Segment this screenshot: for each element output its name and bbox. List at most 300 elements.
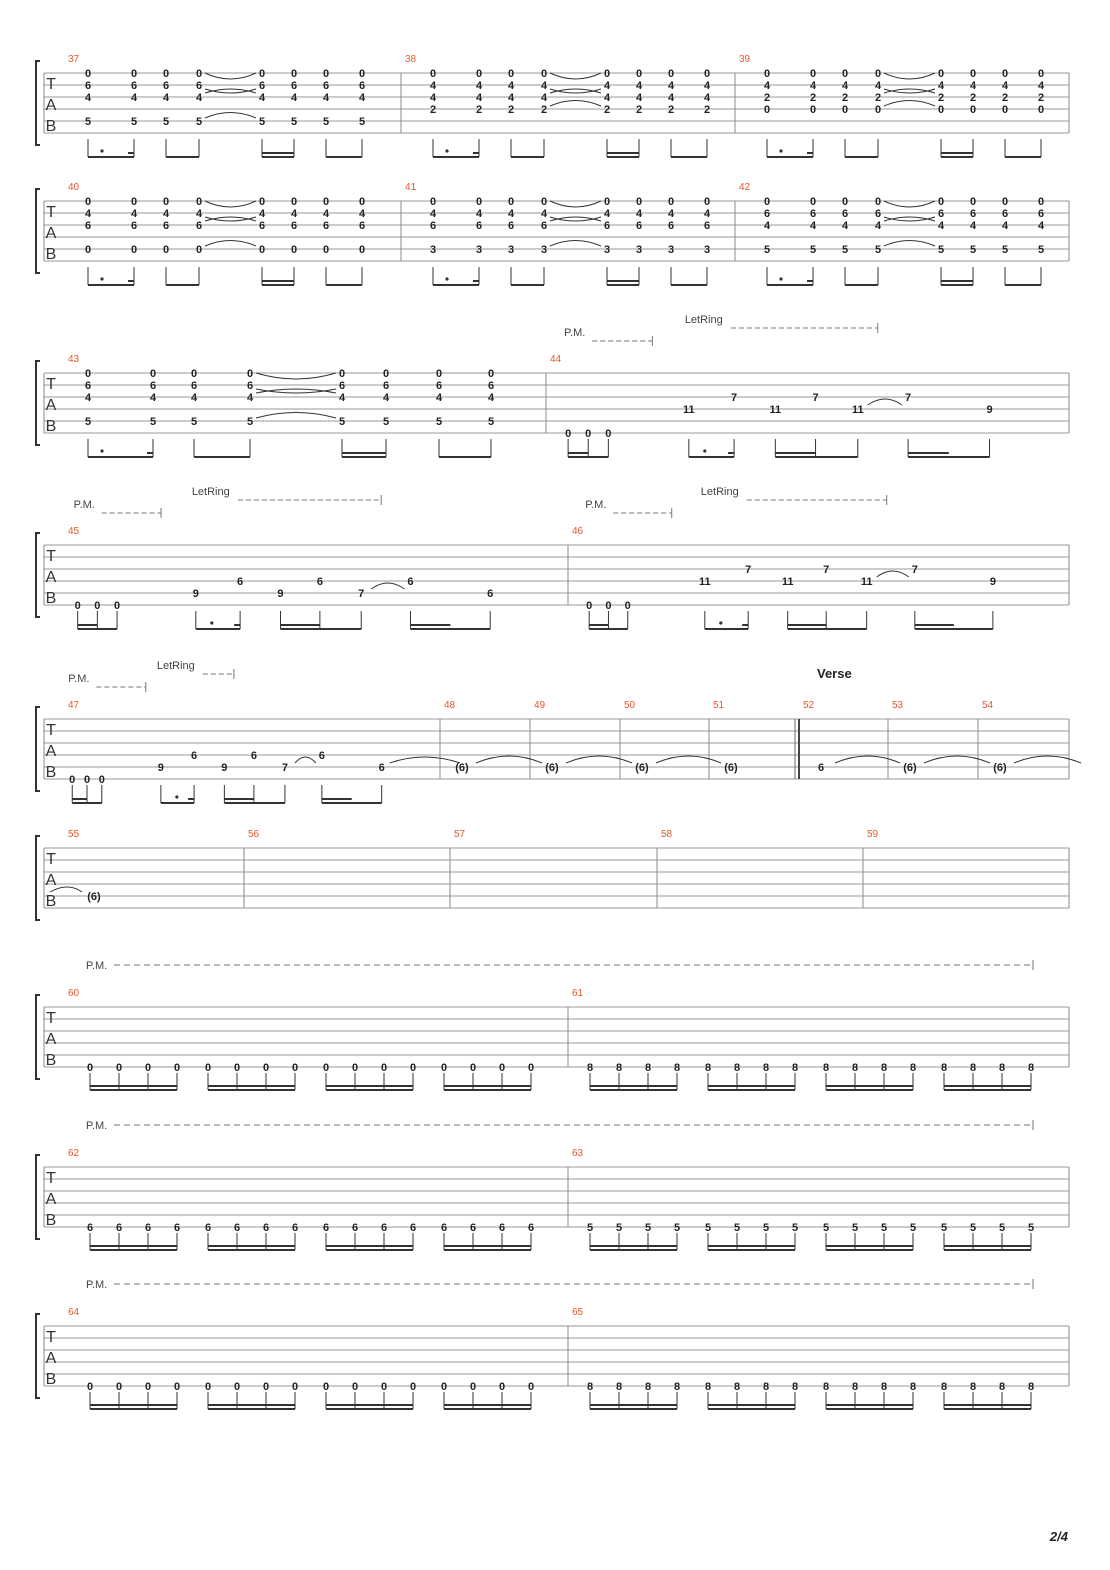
fret-number: 5 — [1027, 1222, 1035, 1234]
fret-number: 0 — [195, 196, 203, 208]
dot — [100, 449, 103, 452]
fret-number: 4 — [358, 92, 366, 104]
fret-number: 5 — [190, 416, 198, 428]
fret-number: 5 — [762, 1222, 770, 1234]
fret-number: 0 — [162, 68, 170, 80]
measure-number: 47 — [68, 700, 80, 711]
fret-number: 4 — [667, 208, 675, 220]
tab-clef-letter: T — [46, 851, 56, 868]
fret-number: 5 — [822, 1222, 830, 1234]
fret-number: 2 — [429, 104, 437, 116]
fret-number: 5 — [358, 116, 366, 128]
fret-number: 8 — [791, 1381, 799, 1393]
measure-number: 37 — [68, 54, 80, 65]
tab-clef-letter: B — [45, 1212, 57, 1229]
fret-number: 4 — [258, 92, 266, 104]
measure-number: 53 — [892, 700, 904, 711]
fret-number: 8 — [615, 1381, 623, 1393]
fret-number: 6 — [144, 1222, 152, 1234]
dot — [719, 621, 722, 624]
fret-number: 7 — [905, 392, 912, 404]
fret-number: 0 — [322, 1062, 330, 1074]
fret-number: 5 — [791, 1222, 799, 1234]
fret-number: 4 — [382, 392, 390, 404]
fret-number: 6 — [290, 80, 298, 92]
fret-number: 4 — [841, 220, 849, 232]
fret-number: 0 — [351, 1381, 359, 1393]
fret-number: 0 — [440, 1381, 448, 1393]
measure-number: 49 — [534, 700, 546, 711]
fret-number: (6) — [724, 762, 738, 774]
fret-number: 7 — [745, 564, 752, 576]
fret-number: 0 — [115, 1062, 123, 1074]
fret-number: 4 — [358, 208, 366, 220]
fret-number: 6 — [841, 208, 849, 220]
fret-number: 6 — [635, 220, 643, 232]
tie — [205, 241, 256, 247]
fret-number: 6 — [527, 1222, 535, 1234]
fret-number: 4 — [763, 80, 771, 92]
tab-clef-letter: A — [45, 1191, 57, 1208]
fret-number: 6 — [130, 220, 138, 232]
fret-number: 0 — [204, 1381, 212, 1393]
tab-clef-letter: B — [45, 590, 57, 607]
fret-number: (6) — [993, 762, 1007, 774]
tie — [476, 756, 542, 763]
fret-number: 9 — [221, 762, 228, 774]
fret-number: 4 — [246, 392, 254, 404]
fret-number: 0 — [874, 196, 882, 208]
measure-number: 41 — [405, 182, 417, 193]
fret-number: 5 — [969, 1222, 977, 1234]
fret-number: 0 — [84, 68, 92, 80]
fret-number: 4 — [190, 392, 198, 404]
fret-number: 4 — [149, 392, 157, 404]
fret-number: 2 — [667, 104, 675, 116]
fret-number: 3 — [475, 244, 483, 256]
fret-number: 6 — [487, 380, 495, 392]
fret-number: (6) — [903, 762, 917, 774]
fret-number: 4 — [874, 220, 882, 232]
fret-number: 4 — [603, 208, 611, 220]
fret-number: 0 — [290, 68, 298, 80]
let-ring-label: LetRing — [156, 660, 195, 672]
fret-number: 0 — [603, 196, 611, 208]
fret-number: 6 — [86, 1222, 94, 1234]
fret-number: 6 — [358, 220, 366, 232]
tie — [550, 201, 601, 207]
measure-number: 38 — [405, 54, 417, 65]
fret-number: 0 — [262, 1381, 270, 1393]
fret-number: 4 — [809, 80, 817, 92]
fret-number: 2 — [603, 104, 611, 116]
dot — [703, 449, 706, 452]
fret-number: 6 — [603, 220, 611, 232]
fret-number: 0 — [1037, 196, 1045, 208]
measure-number: 63 — [572, 1148, 584, 1159]
fret-number: 4 — [475, 92, 483, 104]
fret-number: 6 — [195, 80, 203, 92]
fret-number: 4 — [507, 80, 515, 92]
fret-number: 0 — [809, 68, 817, 80]
fret-number: 8 — [673, 1062, 681, 1074]
fret-number: 0 — [605, 428, 612, 440]
tab-clef-letter: A — [45, 397, 57, 414]
measure-number: 48 — [444, 700, 456, 711]
fret-number: 6 — [149, 380, 157, 392]
fret-number: 4 — [507, 92, 515, 104]
tab-clef-letter: T — [46, 204, 56, 221]
fret-number: 0 — [113, 600, 121, 612]
fret-number: 0 — [937, 68, 945, 80]
fret-number: 5 — [615, 1222, 623, 1234]
fret-number: 6 — [84, 380, 92, 392]
let-ring-label: LetRing — [700, 486, 739, 498]
palm-mute-label: P.M. — [564, 327, 586, 339]
fret-number: 0 — [258, 68, 266, 80]
tab-clef-letter: T — [46, 1010, 56, 1027]
system-bracket — [36, 836, 40, 920]
fret-number: 8 — [969, 1381, 977, 1393]
fret-number: 9 — [277, 588, 284, 600]
tab-clef-letter: A — [45, 872, 57, 889]
fret-number: 5 — [644, 1222, 652, 1234]
fret-number: 8 — [880, 1062, 888, 1074]
fret-number: 8 — [762, 1381, 770, 1393]
fret-number: 5 — [246, 416, 254, 428]
fret-number: 5 — [162, 116, 170, 128]
palm-mute-label: P.M. — [86, 960, 108, 972]
fret-number: 5 — [673, 1222, 681, 1234]
fret-number: 0 — [1037, 104, 1045, 116]
fret-number: 5 — [84, 116, 92, 128]
fret-number: 0 — [246, 368, 254, 380]
system-bracket — [36, 707, 40, 791]
measure-number: 45 — [68, 526, 80, 537]
fret-number: 0 — [498, 1062, 506, 1074]
tab-clef-letter: T — [46, 376, 56, 393]
tab-clef-letter: A — [45, 1350, 57, 1367]
fret-number: (6) — [545, 762, 559, 774]
fret-number: 5 — [322, 116, 330, 128]
fret-number: 6 — [351, 1222, 359, 1234]
fret-number: 0 — [195, 68, 203, 80]
fret-number: 2 — [763, 92, 771, 104]
fret-number: 0 — [667, 68, 675, 80]
fret-number: 0 — [487, 368, 495, 380]
fret-number: 0 — [258, 244, 266, 256]
fret-number: 6 — [874, 208, 882, 220]
fret-number: 8 — [851, 1381, 859, 1393]
tab-clef-letter: T — [46, 548, 56, 565]
fret-number: 4 — [635, 92, 643, 104]
palm-mute-label: P.M. — [68, 673, 90, 685]
fret-number: 0 — [69, 774, 76, 786]
fret-number: 3 — [429, 244, 437, 256]
measure-number: 55 — [68, 829, 80, 840]
fret-number: 8 — [791, 1062, 799, 1074]
fret-number: 6 — [1037, 208, 1045, 220]
measure-number: 51 — [713, 700, 725, 711]
fret-number: 2 — [507, 104, 515, 116]
fret-number: 5 — [338, 416, 346, 428]
fret-number: 0 — [841, 104, 849, 116]
tie — [884, 201, 935, 207]
tab-clef-letter: T — [46, 1329, 56, 1346]
fret-number: 11 — [769, 404, 782, 416]
fret-number: 0 — [173, 1381, 181, 1393]
tie — [877, 571, 909, 577]
fret-number: 0 — [565, 428, 572, 440]
fret-number: 0 — [290, 196, 298, 208]
fret-number: 8 — [704, 1062, 712, 1074]
fret-number: 4 — [969, 220, 977, 232]
fret-number: 4 — [969, 80, 977, 92]
fret-number: 4 — [937, 220, 945, 232]
fret-number: 0 — [440, 1062, 448, 1074]
tie — [256, 373, 336, 379]
fret-number: 0 — [86, 1062, 94, 1074]
fret-number: 6 — [290, 220, 298, 232]
fret-number: 0 — [130, 68, 138, 80]
fret-number: 8 — [673, 1381, 681, 1393]
fret-number: 0 — [94, 600, 101, 612]
fret-number: 4 — [540, 208, 548, 220]
fret-number: 8 — [998, 1381, 1006, 1393]
fret-number: 8 — [586, 1381, 594, 1393]
dot — [100, 149, 103, 152]
tie — [550, 217, 601, 221]
fret-number: 0 — [380, 1062, 388, 1074]
fret-number: 7 — [823, 564, 830, 576]
fret-number: 0 — [605, 600, 612, 612]
fret-number: 8 — [822, 1062, 830, 1074]
fret-number: 2 — [703, 104, 711, 116]
fret-number: 6 — [498, 1222, 506, 1234]
fret-number: 11 — [851, 404, 864, 416]
fret-number: 4 — [1037, 220, 1045, 232]
fret-number: 0 — [703, 196, 711, 208]
system-bracket — [36, 995, 40, 1079]
fret-number: 5 — [258, 116, 266, 128]
system-bracket — [36, 533, 40, 617]
fret-number: 2 — [841, 92, 849, 104]
fret-number: 0 — [358, 244, 366, 256]
tab-clef-letter: A — [45, 1031, 57, 1048]
measure-number: 39 — [739, 54, 751, 65]
fret-number: 5 — [969, 244, 977, 256]
tie — [884, 89, 935, 93]
fret-number: 0 — [130, 196, 138, 208]
fret-number: 8 — [940, 1062, 948, 1074]
fret-number: 11 — [698, 576, 711, 588]
fret-number: 6 — [809, 208, 817, 220]
fret-number: 6 — [378, 762, 385, 774]
fret-number: 6 — [540, 220, 548, 232]
measure-number: 56 — [248, 829, 260, 840]
tab-clef-letter: A — [45, 743, 57, 760]
fret-number: 0 — [498, 1381, 506, 1393]
fret-number: 0 — [809, 104, 817, 116]
fret-number: 9 — [989, 576, 996, 588]
fret-number: 6 — [173, 1222, 181, 1234]
fret-number: 0 — [291, 1062, 299, 1074]
dot — [210, 621, 213, 624]
system-bracket — [36, 189, 40, 273]
fret-number: 0 — [74, 600, 81, 612]
fret-number: 4 — [1037, 80, 1045, 92]
tab-clef-letter: A — [45, 225, 57, 242]
fret-number: 0 — [1001, 104, 1009, 116]
fret-number: 2 — [809, 92, 817, 104]
fret-number: 8 — [733, 1062, 741, 1074]
fret-number: 9 — [192, 588, 199, 600]
tie — [884, 217, 935, 221]
fret-number: 2 — [475, 104, 483, 116]
fret-number: 0 — [83, 774, 91, 786]
fret-number: 8 — [969, 1062, 977, 1074]
fret-number: 6 — [250, 750, 257, 762]
fret-number: 0 — [809, 196, 817, 208]
fret-number: 5 — [841, 244, 849, 256]
measure-number: 61 — [572, 988, 584, 999]
fret-number: 0 — [190, 368, 198, 380]
tie — [256, 389, 336, 393]
fret-number: 6 — [969, 208, 977, 220]
fret-number: 4 — [667, 80, 675, 92]
fret-number: 0 — [233, 1062, 241, 1074]
fret-number: 6 — [115, 1222, 123, 1234]
fret-number: 0 — [527, 1062, 535, 1074]
tie — [256, 413, 336, 419]
fret-number: 2 — [1037, 92, 1045, 104]
fret-number: 6 — [469, 1222, 477, 1234]
fret-number: 4 — [703, 92, 711, 104]
fret-number: 0 — [527, 1381, 535, 1393]
fret-number: 8 — [940, 1381, 948, 1393]
tie — [550, 241, 601, 247]
fret-number: 5 — [1001, 244, 1009, 256]
measure-number: 64 — [68, 1307, 80, 1318]
fret-number: 6 — [191, 750, 198, 762]
fret-number: 0 — [322, 1381, 330, 1393]
fret-number: 6 — [380, 1222, 388, 1234]
fret-number: 5 — [290, 116, 298, 128]
fret-number: 0 — [507, 68, 515, 80]
fret-number: 5 — [487, 416, 495, 428]
fret-number: 5 — [149, 416, 157, 428]
fret-number: 8 — [851, 1062, 859, 1074]
system-bracket — [36, 61, 40, 145]
fret-number: 0 — [358, 68, 366, 80]
fret-number: 6 — [130, 80, 138, 92]
fret-number: 6 — [322, 1222, 330, 1234]
fret-number: 6 — [703, 220, 711, 232]
fret-number: 2 — [969, 92, 977, 104]
fret-number: 8 — [762, 1062, 770, 1074]
measure-number: 60 — [68, 988, 80, 999]
measure-number: 59 — [867, 829, 879, 840]
fret-number: 0 — [1001, 196, 1009, 208]
fret-number: 9 — [986, 404, 993, 416]
fret-number: 5 — [84, 416, 92, 428]
fret-number: 0 — [144, 1381, 152, 1393]
tab-clef-letter: T — [46, 722, 56, 739]
tie — [205, 89, 256, 93]
tie — [566, 756, 632, 763]
fret-number: 4 — [703, 208, 711, 220]
fret-number: 4 — [540, 92, 548, 104]
tab-clef-letter: A — [45, 569, 57, 586]
fret-number: 0 — [98, 774, 105, 786]
fret-number: 0 — [130, 244, 138, 256]
fret-number: 0 — [322, 244, 330, 256]
tie — [884, 101, 935, 107]
fret-number: 6 — [435, 380, 443, 392]
tie — [884, 73, 935, 79]
fret-number: 6 — [162, 80, 170, 92]
fret-number: 0 — [291, 1381, 299, 1393]
fret-number: 6 — [763, 208, 771, 220]
measure-number: 40 — [68, 182, 80, 193]
fret-number: 0 — [624, 600, 631, 612]
fret-number: 4 — [84, 92, 92, 104]
dot — [779, 149, 782, 152]
fret-number: 2 — [540, 104, 548, 116]
fret-number: 0 — [429, 196, 437, 208]
fret-number: 0 — [603, 68, 611, 80]
fret-number: 8 — [1027, 1381, 1035, 1393]
fret-number: 8 — [704, 1381, 712, 1393]
fret-number: 8 — [909, 1381, 917, 1393]
fret-number: 5 — [909, 1222, 917, 1234]
fret-number: 0 — [841, 196, 849, 208]
tab-clef-letter: B — [45, 1052, 57, 1069]
page-number: 2/4 — [1049, 1529, 1068, 1544]
fret-number: 4 — [290, 208, 298, 220]
fret-number: 4 — [162, 208, 170, 220]
fret-number: 6 — [258, 220, 266, 232]
fret-number: 6 — [1001, 208, 1009, 220]
fret-number: 8 — [586, 1062, 594, 1074]
measure-number: 57 — [454, 829, 466, 840]
measure-number: 62 — [68, 1148, 80, 1159]
fret-number: (6) — [635, 762, 649, 774]
palm-mute-label: P.M. — [585, 499, 607, 511]
fret-number: 4 — [635, 208, 643, 220]
fret-number: 7 — [281, 762, 288, 774]
fret-number: 11 — [682, 404, 695, 416]
tie — [205, 73, 256, 79]
fret-number: 8 — [615, 1062, 623, 1074]
fret-number: 0 — [937, 104, 945, 116]
fret-number: 4 — [809, 220, 817, 232]
fret-number: 8 — [1027, 1062, 1035, 1074]
tie — [550, 73, 601, 79]
fret-number: 0 — [115, 1381, 123, 1393]
system-bracket — [36, 1155, 40, 1239]
fret-number: 0 — [409, 1381, 417, 1393]
fret-number: 6 — [382, 380, 390, 392]
fret-number: 4 — [429, 80, 437, 92]
fret-number: 4 — [84, 392, 92, 404]
fret-number: 4 — [258, 208, 266, 220]
fret-number: 0 — [258, 196, 266, 208]
fret-number: 4 — [874, 80, 882, 92]
fret-number: 0 — [763, 196, 771, 208]
tie — [1014, 756, 1081, 763]
system-bracket — [36, 1314, 40, 1398]
